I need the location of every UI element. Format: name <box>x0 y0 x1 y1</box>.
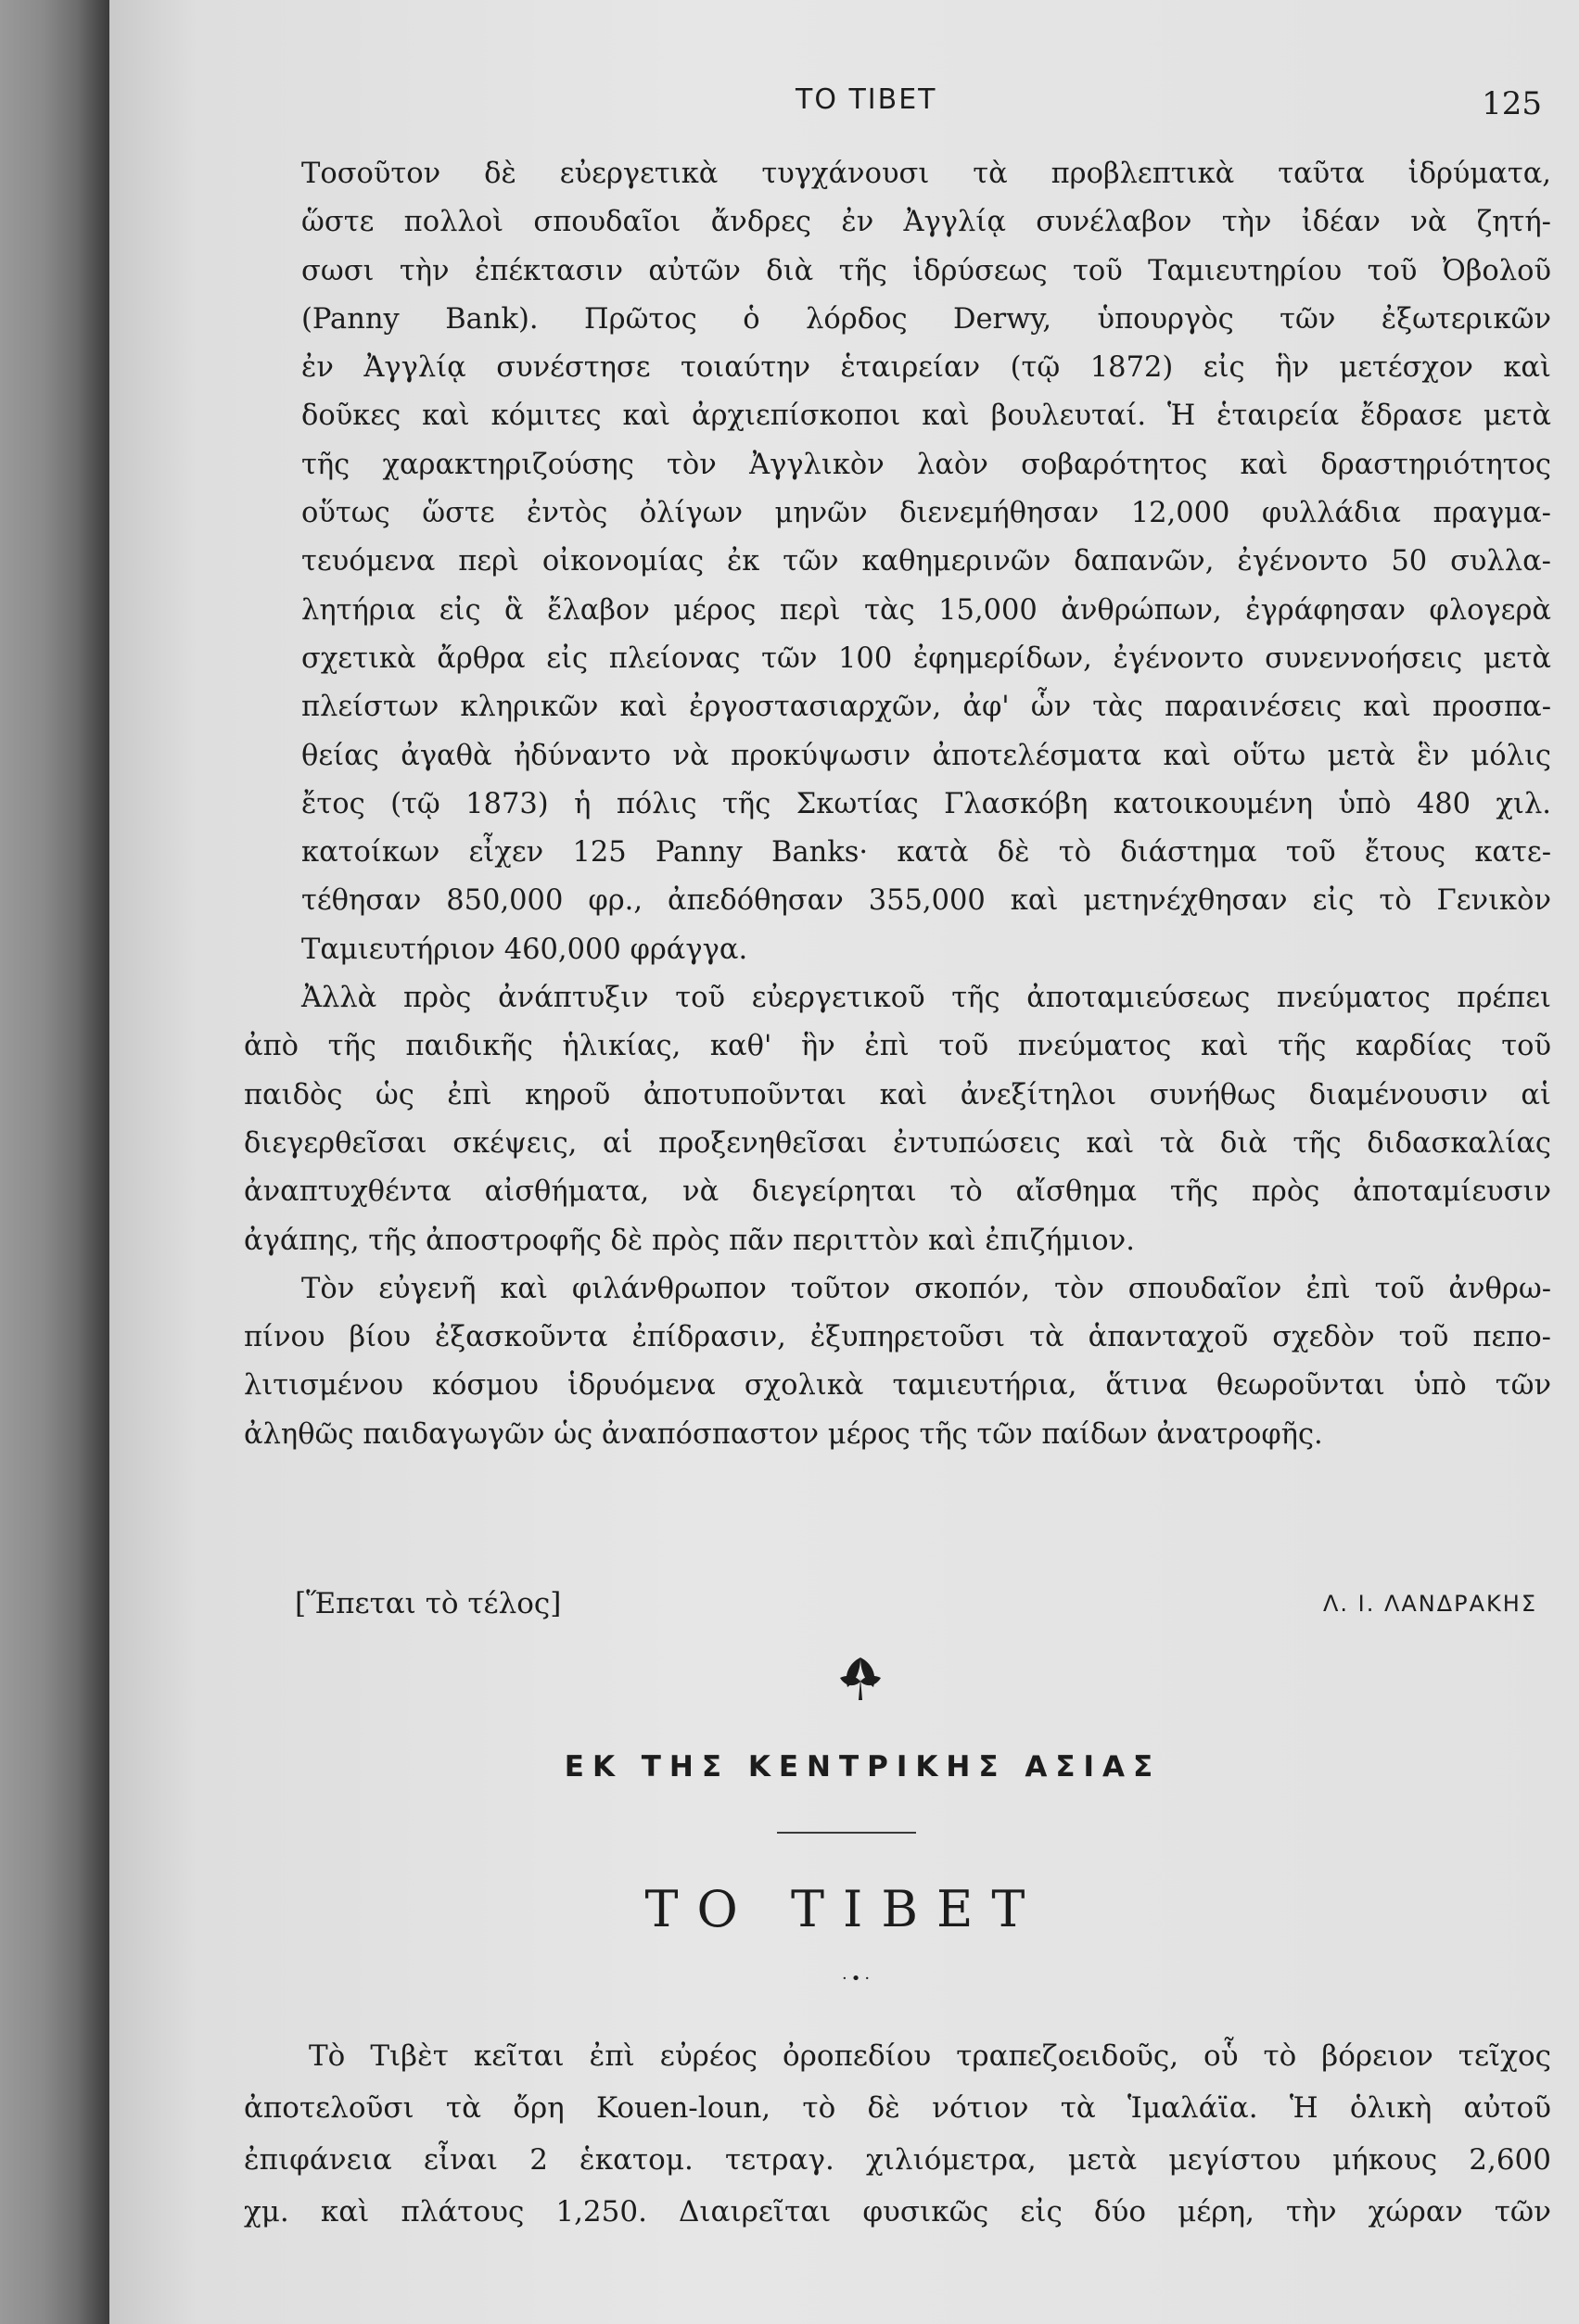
text-line: Τὸν εὐγενῆ καὶ φιλάνθρωπον τοῦτον σκοπόν, τὸν σπουδαῖον ἐπὶ τοῦ ἀνθρω- <box>301 1272 1551 1305</box>
text-line: σωσι τὴν ἐπέκτασιν αὐτῶν διὰ τῆς ἱδρύσεως τοῦ Ταμιευτηρίου τοῦ Ὀβολοῦ <box>301 254 1551 287</box>
article-title: ΤΟ ΤΙΒΕΤ <box>644 1880 1044 1938</box>
text-line: Ταμιευτήριον 460,000 φράγγα. <box>301 933 748 966</box>
continues-note: [Ἕπεται τὸ τέλος] <box>295 1587 562 1620</box>
text-line: λητήρια εἰς ἃ ἔλαβον μέρος περὶ τὰς 15,000 ἀνθρώπων, ἐγράφησαν φλογερὰ <box>301 593 1551 627</box>
text-line: ἀγάπης, τῆς ἀποστροφῆς δὲ πρὸς πᾶν περιττὸν καὶ ἐπιζήμιον. <box>244 1224 1135 1257</box>
article-body <box>244 150 1551 1459</box>
text-line: Ἀλλὰ πρὸς ἀνάπτυξιν τοῦ εὐεργετικοῦ τῆς ἀποταμιεύσεως πνεύματος πρέπει <box>301 982 1551 1015</box>
text-line: πλείστων κληρικῶν καὶ ἐργοστασιαρχῶν, ἀφ' ὧν τὰς παραινέσεις καὶ προσπα- <box>301 691 1551 724</box>
text-line: σχετικὰ ἄρθρα εἰς πλείονας τῶν 100 ἐφημερίδων, ἐγένοντο συνεννοήσεις μετὰ <box>301 641 1551 675</box>
author-signature: Λ. Ι. ΛΑΝΔΡΑΚΗΣ <box>1322 1591 1537 1617</box>
text-line: ἀποτελοῦσι τὰ ὄρη Kouen-loun, τὸ δὲ νότιον τὰ Ἱμαλάϊα. Ἡ ὁλικὴ αὐτοῦ <box>244 2091 1551 2125</box>
paragraph <box>244 1265 1551 1459</box>
divider-rule <box>777 1832 916 1834</box>
text-line: οὕτως ὥστε ἐντὸς ὀλίγων μηνῶν διενεμήθησαν 12,000 φυλλάδια πραγμα- <box>301 497 1551 530</box>
book-spine-shadow <box>0 0 109 2324</box>
text-line: ἔτος (τῷ 1873) ἡ πόλις τῆς Σκωτίας Γλασκόβη κατοικουμένη ὑπὸ 480 χιλ. <box>301 787 1551 820</box>
text-line: Τὸ Τιβὲτ κεῖται ἐπὶ εὐρέος ὀροπεδίου τραπεζοειδοῦς, οὗ τὸ βόρειον τεῖχος <box>309 2039 1551 2073</box>
text-line: δοῦκες καὶ κόμιτες καὶ ἀρχιεπίσκοποι καὶ βουλευταί. Ἡ ἑταιρεία ἔδρασε μετὰ <box>301 400 1551 433</box>
text-line: ἀναπτυχθέντα αἰσθήματα, νὰ διεγείρηται τὸ αἴσθημα τῆς πρὸς ἀποταμίευσιν <box>244 1175 1551 1209</box>
paragraph <box>244 150 1551 974</box>
text-line: λιτισμένου κόσμου ἱδρυόμενα σχολικὰ ταμιευτήρια, ἅτινα θεωροῦνται ὑπὸ τῶν <box>244 1369 1551 1403</box>
text-line: ἀπὸ τῆς παιδικῆς ἡλικίας, καθ' ἣν ἐπὶ τοῦ πνεύματος καὶ τῆς καρδίας τοῦ <box>244 1030 1551 1063</box>
text-line: κατοίκων εἶχεν 125 Panny Banks· κατὰ δὲ τὸ διάστημα τοῦ ἔτους κατε- <box>301 836 1551 870</box>
text-line: ἐπιφάνεια εἶναι 2 ἑκατομ. τετραγ. χιλιόμετρα, μετὰ μεγίστου μήκους 2,600 <box>244 2143 1551 2177</box>
text-line: διεγερθεῖσαι σκέψεις, αἱ προξενηθεῖσαι ἐντυπώσεις καὶ τὰ διὰ τῆς διδασκαλίας <box>244 1126 1551 1160</box>
paragraph <box>244 974 1551 1265</box>
page-number: 125 <box>1482 85 1542 122</box>
text-line: ἐν Ἀγγλίᾳ συνέστησε τοιαύτην ἑταιρείαν (τῷ 1872) εἰς ἣν μετέσχον καὶ <box>301 351 1551 385</box>
running-head-title: ΤΟ ΤΙΒΕΤ <box>796 83 937 116</box>
section-heading: ΕΚ ΤΗΣ ΚΕΝΤΡΙΚΗΣ ΑΣΙΑΣ <box>564 1750 1162 1784</box>
article-body-tibet <box>244 2030 1551 2238</box>
leaf-fleuron-icon <box>833 1650 888 1706</box>
text-line: τέθησαν 850,000 φρ., ἀπεδόθησαν 355,000 καὶ μετηνέχθησαν εἰς τὸ Γενικὸν <box>301 884 1551 918</box>
text-line: τευόμενα περὶ οἰκονομίας ἐκ τῶν καθημερινῶν δαπανῶν, ἐγένοντο 50 συλλα- <box>301 545 1551 578</box>
text-line: παιδὸς ὡς ἐπὶ κηροῦ ἀποτυποῦνται καὶ ἀνεξίτηλοι συνήθως διαμένουσιν αἱ <box>244 1078 1551 1111</box>
text-line: Τοσοῦτον δὲ εὐεργετικὰ τυγχάνουσι τὰ προβλεπτικὰ ταῦτα ἱδρύματα, <box>301 158 1551 190</box>
text-line: ὥστε πολλοὶ σπουδαῖοι ἄνδρες ἐν Ἀγγλίᾳ συνέλαβον τὴν ἰδέαν νὰ ζητή- <box>301 206 1551 239</box>
book-page <box>109 0 1579 2324</box>
text-line: χμ. καὶ πλάτους 1,250. Διαιρεῖται φυσικῶς εἰς δύο μέρη, τὴν χώραν τῶν <box>244 2195 1551 2229</box>
text-line: πίνου βίου ἐξασκοῦντα ἐπίδρασιν, ἐξυπηρετοῦσι τὰ ἁπανταχοῦ σχεδὸν τοῦ πεπο- <box>244 1321 1551 1354</box>
running-head <box>109 83 1579 130</box>
byline-row <box>295 1587 1537 1633</box>
text-line: (Panny Bank). Πρῶτος ὁ λόρδος Derwy, ὑπουργὸς τῶν ἐξωτερικῶν <box>301 302 1551 336</box>
text-line: ἀληθῶς παιδαγωγῶν ὡς ἀναπόσπαστον μέρος τῆς τῶν παίδων ἀνατροφῆς. <box>244 1417 1323 1451</box>
title-divider-dots: ·•· <box>842 1969 874 1988</box>
text-line: τῆς χαρακτηριζούσης τὸν Ἀγγλικὸν λαὸν σοβαρότητος καὶ δραστηριότητος <box>301 448 1551 481</box>
text-line: θείας ἀγαθὰ ἠδύναντο νὰ προκύψωσιν ἀποτελέσματα καὶ οὕτω μετὰ ἓν μόλις <box>301 739 1551 772</box>
